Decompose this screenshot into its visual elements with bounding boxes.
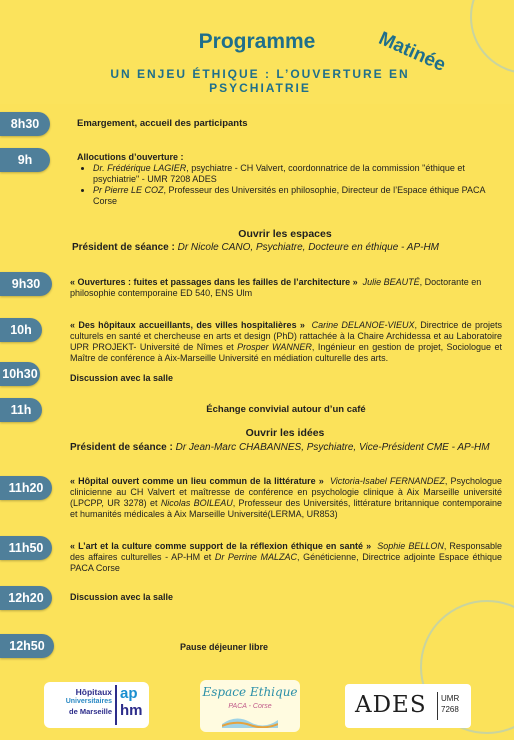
president-value: Dr Jean-Marc CHABANNES, Psychiatre, Vice-Président CME - AP-HM <box>172 442 490 453</box>
time-pill-8h30: 8h30 <box>0 112 50 136</box>
talk-title: « Ouvertures : fuites et passages dans les failles de l’architecture » <box>70 277 358 287</box>
talk-detail: , Directrice de projets culturels en santé et chercheuse en arts et design (PhD) rattachée à la Chaire Archidessa et au Laboratoire UPR PROJEKT- Université de Nîmes et <box>70 320 502 352</box>
logo-line: de Marseille <box>69 707 112 716</box>
logo-divider <box>437 692 438 720</box>
talk-2 <box>70 320 502 364</box>
talk-detail: , Responsable des affaires culturelles - AP-HM et <box>70 541 502 562</box>
speaker-name: Pr Pierre LE COZ <box>93 185 164 195</box>
logo-text: ADES <box>355 692 427 718</box>
time-pill-12h50: 12h50 <box>0 634 54 658</box>
ades-logo <box>345 684 471 728</box>
talk-title: « Hôpital ouvert comme un lieu commun de la littérature » <box>70 476 324 486</box>
discussion-2: Discussion avec la salle <box>70 592 174 602</box>
logo-line: Espace Ethique <box>202 685 298 699</box>
time-pill-9h30: 9h30 <box>0 272 52 296</box>
talk-title: « Des hôpitaux accueillants, des villes hospitalières » <box>70 320 305 330</box>
time-pill-12h20: 12h20 <box>0 586 52 610</box>
logo-line: Universitaires <box>65 698 112 705</box>
ades-umr <box>441 693 459 715</box>
footer-logos <box>0 670 514 740</box>
espace-ethique-logo <box>200 680 300 732</box>
time-pill-11h20: 11h20 <box>0 476 52 500</box>
pause-text: Pause déjeuner libre <box>180 642 269 652</box>
talk-detail: , Ingénieur en gestion de projet, Sociologue et Maître de conférence à Aix-Marseille Université en médiation culturelle des arts. <box>70 342 502 363</box>
talk-4 <box>70 541 502 574</box>
talk-speaker: Prosper WANNER <box>237 342 312 352</box>
logo-mark: ap <box>120 685 138 702</box>
president-label: Président de séance : <box>72 242 175 253</box>
talk-speaker: Sophie BELLON <box>377 541 444 551</box>
speaker-role: , Professeur des Universités en philosophie, Directeur de l’Espace éthique PACA Corse <box>93 185 486 206</box>
aphm-logo-mark <box>120 685 143 719</box>
talk-detail: , Doctorante en philosophie contemporaine ED 540, ENS Ulm <box>70 277 482 298</box>
time-pill-10h: 10h <box>0 318 42 342</box>
time-pill-11h50: 11h50 <box>0 536 52 560</box>
speaker-name: Dr. Frédérique LAGIER <box>93 163 187 173</box>
allocution-item <box>93 185 501 207</box>
talk-1 <box>70 277 502 299</box>
talk-title: « L’art et la culture comme support de la réflexion éthique en santé » <box>70 541 372 551</box>
page-title: Programme <box>198 30 316 53</box>
emargement-text: Emargement, accueil des participants <box>77 118 248 129</box>
page-subtitle: UN ENJEU ÉTHIQUE : L’OUVERTURE EN PSYCHIATRIE <box>110 67 410 95</box>
time-pill-11h: 11h <box>0 398 42 422</box>
time-pill-10h30: 10h30 <box>0 362 40 386</box>
president-seance-2 <box>70 442 500 455</box>
president-seance-1 <box>72 242 502 253</box>
logo-mark: hm <box>120 702 143 719</box>
section-title-idees: Ouvrir les idées <box>245 427 325 439</box>
discussion-1: Discussion avec la salle <box>70 373 174 383</box>
talk-3 <box>70 476 502 520</box>
allocution-item <box>93 163 501 185</box>
talk-speaker: Victoria-Isabel FERNANDEZ <box>329 476 445 486</box>
allocutions-title: Allocutions d’ouverture : <box>77 152 184 162</box>
logo-line: Hôpitaux <box>75 687 112 697</box>
logo-divider <box>115 685 117 725</box>
time-pill-9h: 9h <box>0 148 50 172</box>
wave-icon <box>222 712 278 728</box>
allocutions-list <box>77 163 501 207</box>
talk-speaker: Carine DELANOE-VIEUX <box>311 320 415 330</box>
allocutions-block <box>77 152 501 207</box>
talk-speaker: Nicolas BOILEAU <box>160 498 233 508</box>
talk-detail: , Professeur des Universités, littérature britannique contemporaine et humanités médicales à Aix Marseille Université(LERMA, UR853) <box>70 498 502 519</box>
section-title-espaces: Ouvrir les espaces <box>238 228 332 240</box>
president-value: Dr Nicole CANO, Psychiatre, Docteure en éthique - AP-HM <box>174 242 439 253</box>
talk-speaker: Julie BEAUTÉ <box>362 277 420 287</box>
aphm-logo <box>44 682 149 728</box>
talk-speaker: Dr Perrine MALZAC <box>214 552 298 562</box>
matinee-badge: Matinée <box>375 28 449 76</box>
aphm-logo-text <box>48 687 112 717</box>
logo-umr-number: 7268 <box>441 705 459 714</box>
speaker-role: , psychiatre - CH Valvert, coordonnatrice de la commission "éthique et psychiatrie" - UMR 7208 ADES <box>93 163 465 184</box>
logo-line: PACA - Corse <box>228 703 272 710</box>
logo-umr: UMR <box>441 694 460 703</box>
talk-detail: , Généticienne, Directrice adjointe Espace éthique PACA Corse <box>70 552 503 573</box>
cafe-text: Échange convivial autour d’un café <box>206 404 366 415</box>
president-label: Président de séance : <box>70 442 173 453</box>
talk-detail: , Psychologue clinicienne au CH Valvert et maîtresse de conférence en psychologie clinique à Aix Marseille université (LPCPP, UR 3278) et <box>70 476 502 508</box>
